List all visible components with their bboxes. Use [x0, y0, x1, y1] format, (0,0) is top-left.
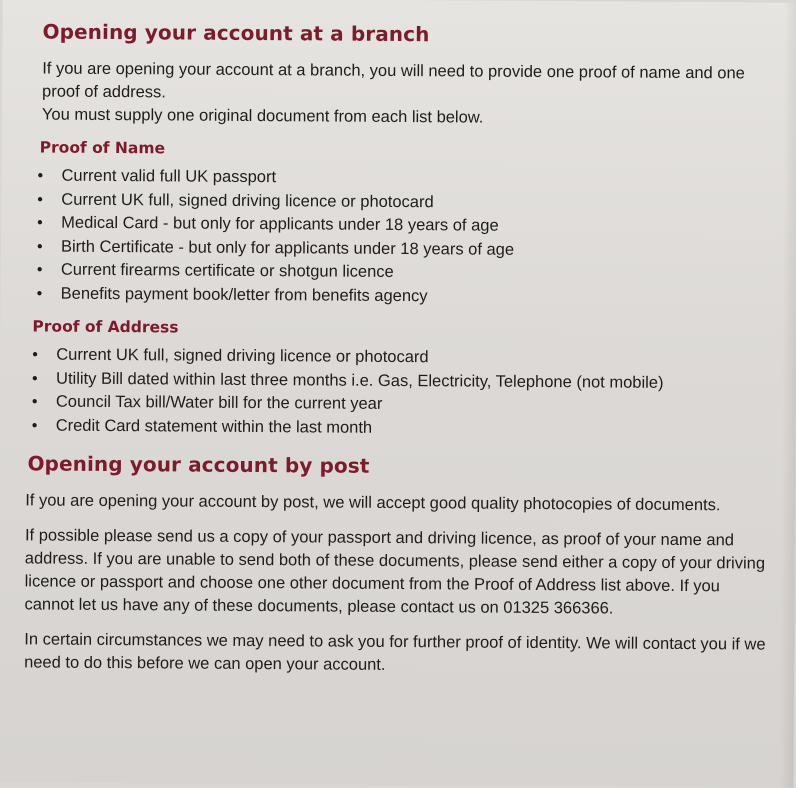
list-item: • Utility Bill dated within last three months i.e. Gas, Electricity, Telephone (not mobile) — [28, 367, 772, 396]
proof-of-name-list — [33, 164, 774, 310]
post-section — [24, 451, 772, 679]
list-item: • Birth Certificate - but only for applicants under 18 years of age — [33, 235, 773, 264]
list-item: • Council Tax bill/Water bill for the current year — [28, 390, 772, 419]
post-paragraph-2: If possible please send us a copy of your passport and driving licence, as proof of your name and address. If you are unable to send both of these documents, please send either a copy of your driving licence or passport and choose one other document from the Proof of Address list above. If you cannot let us have any of these documents, please contact us on 01325 366366. — [24, 526, 766, 618]
proof-of-address-heading: Proof of Address — [32, 317, 179, 337]
list-item: • Current UK full, signed driving licence or photocard — [28, 343, 772, 372]
list-item: • Current UK full, signed driving licence or photocard — [33, 188, 773, 217]
post-heading: Opening your account by post — [27, 451, 370, 478]
list-item: • Medical Card - but only for applicants under 18 years of age — [33, 211, 773, 240]
branch-intro-line-1: If you are opening your account at a branch, you will need to provide one proof of name and one proof of address. — [42, 59, 745, 102]
branch-intro-line-2: You must supply one original document from each list below. — [41, 105, 484, 127]
proof-of-name-heading: Proof of Name — [39, 138, 166, 158]
proof-of-address-list — [28, 343, 773, 442]
post-paragraph-1: If you are opening your account by post, we will accept good quality photocopies of documents. — [25, 491, 721, 515]
post-paragraph-3: In certain circumstances we may need to ask you for further proof of identity. We will contact you if we need to do this before we can open your account. — [24, 630, 766, 674]
branch-heading: Opening your account at a branch — [42, 19, 430, 47]
list-item: • Benefits payment book/letter from benefits agency — [33, 282, 773, 311]
list-item: • Credit Card statement within the last month — [28, 414, 772, 443]
list-item: • Current firearms certificate or shotgun licence — [33, 258, 773, 287]
list-item: • Current valid full UK passport — [33, 164, 773, 193]
branch-section — [34, 19, 775, 442]
